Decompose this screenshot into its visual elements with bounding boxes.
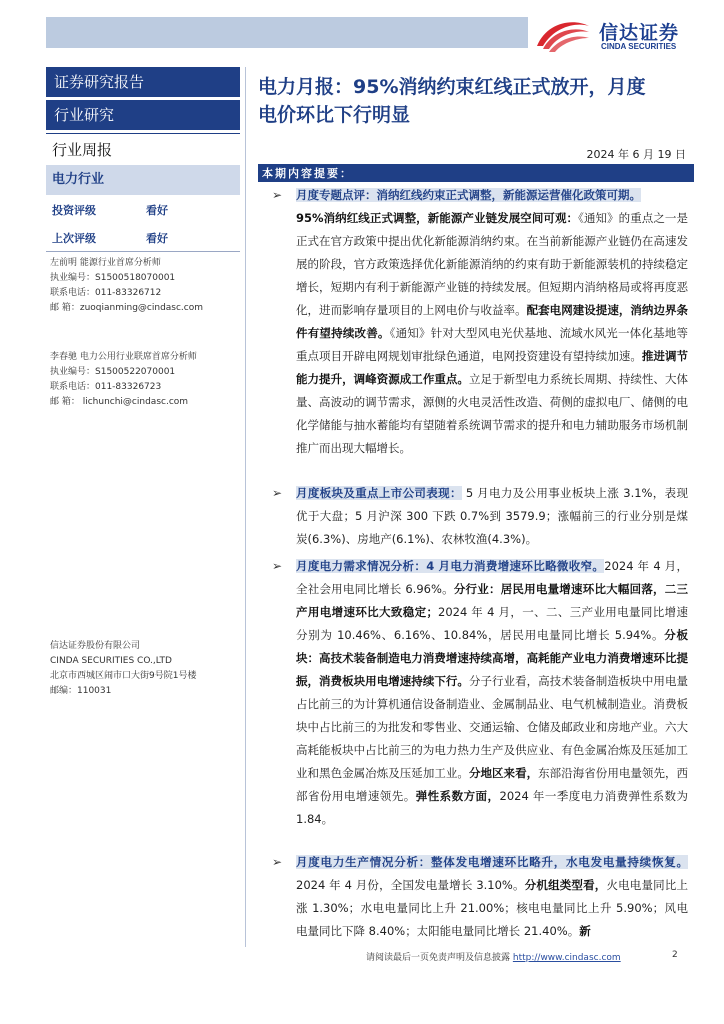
report-date: 2024 年 6 月 19 日 xyxy=(586,148,686,161)
summary-label: 本期内容提要： xyxy=(262,167,353,180)
footer-website-link[interactable]: http://www.cindasc.com xyxy=(512,953,621,963)
footer-text: 请阅读最后一页免责声明及信息披露 xyxy=(366,953,513,963)
analyst-1-id: 执业编号：S1500518070001 xyxy=(50,273,176,283)
section-head: 月度板块及重点上市公司表现： xyxy=(296,486,462,500)
left-sidebar xyxy=(46,67,240,410)
cinda-logo xyxy=(533,14,703,56)
analyst-2-phone: 联系电话：011-83326723 xyxy=(50,382,162,392)
section-monthly-topic: ➢ 月度专题点评：消纳红线约束正式调整，新能源运营催化政策可期。 95%消纳红线正式调整，新能源产业链发展空间可观：《通知》的重点之一是正式在官方政策中提出优化新能源消纳约束。在当前新能源产业链仍在高速发展的阶段，官方政策选择优化新能源消纳的约束有助于新能源装机的持续稳定增长，短期内有利于新能源产业链的持续发展。但短期内消纳格局或将再度恶化，进而影响存量项目的上网电价与收益率。配套电网建设提速，消纳边界条件有望持续改善。《通知》针对大型风电光伏基地、流域水风光一体化基地等重点项目开辟电网规划审批绿色通道，电网投资建设有望持续加速。推进调节能力提升，调峰资源成工作重点。立足于新型电力系统长周期、持续性、大体量、高波动的调节需求，源侧的火电灵活性改造、荷侧的虚拟电厂、储侧的电化学储能与抽水蓄能均有望随着系统调节需求的提升和电力辅助服务市场机制推广而出现大幅增长。 xyxy=(262,184,688,460)
report-type-label: 证券研究报告 xyxy=(46,67,240,97)
cinda-logo-mark-icon xyxy=(533,16,593,54)
section-head: 月度电力生产情况分析：整体发电增速环比略升，水电发电量持续恢复。 xyxy=(296,855,688,869)
footer-disclaimer xyxy=(366,950,621,963)
analyst-1-email[interactable]: 邮 箱：zuoqianming@cindasc.com xyxy=(50,303,204,313)
section-head: 月度专题点评：消纳红线约束正式调整，新能源运营催化政策可期。 xyxy=(296,188,641,202)
section-power-demand: ➢ 月度电力需求情况分析：4 月电力消费增速环比略微收窄。2024 年 4 月，全社会用电同比增长 6.96%。分行业：居民用电量增速环比大幅回落，二三产用电增速环比大致稳定；2024 年 4 月，一、二、三产业用电量同比增速分别为 10.46%、6.16%、10.84%，居民用电量同比增长 5.94%。分板块：高技术装备制造电力消费增速持续高增，高耗能产业电力消费增速环比提振，消费板块用电增速持续下行。分子行业看，高技术装备制造板块中用电量占比前三的为计算机通信设备制造业、金属制品业、电气机械制造业。消费板块中占比前三的为批发和零售业、交通运输、仓储及邮政业和房地产业。六大高耗能板块中占比前三的为电力热力生产及供应业、有色金属冶炼及压延加工业和黑色金属冶炼及压延加工业。分地区来看，东部沿海省份用电量领先，西部省份用电增速领先。弹性系数方面，2024 年一季度电力消费弹性系数为 1.84。 xyxy=(262,555,688,831)
rating-prev-label: 上次评级 xyxy=(52,232,96,245)
header-banner xyxy=(46,17,528,48)
rating-current-value: 看好 xyxy=(146,204,168,217)
company-postcode: 邮编：110031 xyxy=(50,686,112,696)
section-head: 月度电力需求情况分析：4 月电力消费增速环比略微收窄。 xyxy=(296,559,605,573)
company-address: 北京市西城区闹市口大街9号院1号楼 xyxy=(50,671,197,681)
analyst-1-phone: 联系电话：011-83326712 xyxy=(50,288,162,298)
title-line-2: 电价环比下行明显 xyxy=(258,104,411,126)
rating-current xyxy=(46,195,240,223)
bullet-arrow-icon: ➢ xyxy=(272,855,283,869)
analyst-2-email[interactable]: 邮 箱： lichunchi@cindasc.com xyxy=(50,397,189,407)
section-power-production: ➢ 月度电力生产情况分析：整体发电增速环比略升，水电发电量持续恢复。2024 年 4 月份，全国发电量增长 3.10%。分机组类型看，火电电量同比上涨 1.30%；水电电量同比上升 21.00%；核电电量同比上升 5.90%；风电电量同比下降 8.40%；太阳能电量同比增长 21.40%。新 xyxy=(262,851,688,943)
page-number: 2 xyxy=(672,950,678,960)
company-info xyxy=(50,639,196,699)
bullet-arrow-icon: ➢ xyxy=(272,188,283,202)
title-line-1: 电力月报：95%消纳约束红线正式放开，月度 xyxy=(258,76,646,98)
analyst-1 xyxy=(46,252,240,316)
analyst-2-id: 执业编号：S1500522070001 xyxy=(50,367,176,377)
sector-label: 电力行业 xyxy=(46,165,240,195)
analyst-2-name: 李春驰 电力公用行业联席首席分析师 xyxy=(50,352,197,362)
research-type-label: 行业研究 xyxy=(46,100,240,130)
analyst-1-name: 左前明 能源行业首席分析师 xyxy=(50,258,161,268)
section-market-performance: ➢ 月度板块及重点上市公司表现： 5 月电力及公用事业板块上涨 3.1%，表现优于大盘；5 月沪深 300 下跌 0.7%到 3579.9；涨幅前三的行业分别是煤炭(6.3%)、房地产(6.1%)、农林牧渔(4.3%)。 xyxy=(262,482,688,551)
bullet-arrow-icon: ➢ xyxy=(272,486,283,500)
column-divider xyxy=(245,67,246,947)
rating-previous xyxy=(46,223,240,251)
company-name-en: CINDA SECURITIES CO.,LTD xyxy=(50,656,172,666)
logo-cn-text: 信达证券 xyxy=(599,22,680,44)
analyst-2 xyxy=(46,346,240,410)
company-name-cn: 信达证券股份有限公司 xyxy=(50,641,141,651)
rating-current-label: 投资评级 xyxy=(52,204,96,217)
report-title xyxy=(258,73,698,129)
weekly-label: 行业周报 xyxy=(46,133,240,165)
bullet-arrow-icon: ➢ xyxy=(272,559,283,573)
rating-prev-value: 看好 xyxy=(146,232,168,245)
logo-en-text: CINDA SECURITIES xyxy=(601,42,677,51)
